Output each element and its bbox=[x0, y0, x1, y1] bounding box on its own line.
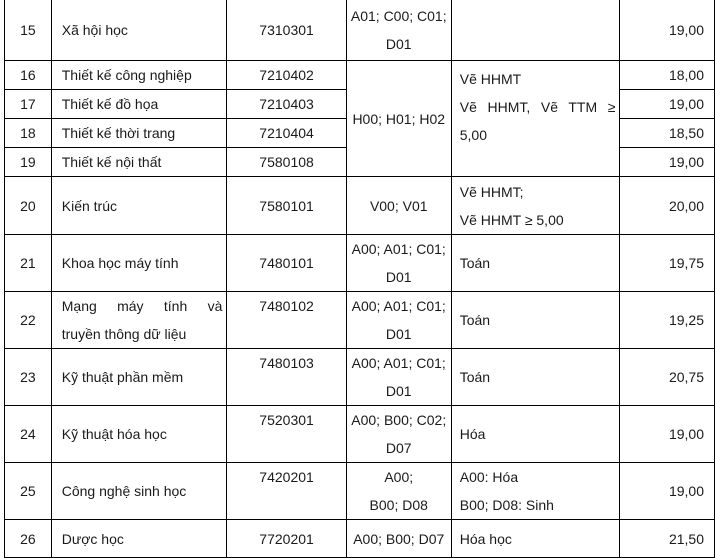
major-code: 7480103 bbox=[227, 349, 346, 406]
note-cell: Hóa học bbox=[451, 520, 620, 558]
subject-combination: A00; B00; D07 bbox=[346, 520, 451, 558]
major-name: Kỹ thuật hóa học bbox=[51, 406, 227, 463]
major-code: 7580101 bbox=[227, 177, 346, 235]
row-number: 24 bbox=[5, 406, 52, 463]
score: 18,50 bbox=[620, 119, 715, 148]
admission-score-table bbox=[4, 0, 715, 558]
score: 21,50 bbox=[620, 520, 715, 558]
table-row bbox=[5, 406, 715, 463]
subject-combination: A00; A01; C01; D01 bbox=[346, 292, 451, 349]
score: 19,25 bbox=[620, 292, 715, 349]
major-name: Xã hội học bbox=[51, 0, 227, 61]
major-code: 7520301 bbox=[227, 406, 346, 463]
row-number: 23 bbox=[5, 349, 52, 406]
major-code: 7210404 bbox=[227, 119, 346, 148]
row-number: 25 bbox=[5, 463, 52, 520]
subject-combination: A00; A01; C01; D01 bbox=[346, 235, 451, 292]
major-name: Công nghệ sinh học bbox=[51, 463, 227, 520]
note-cell: Toán bbox=[451, 292, 620, 349]
major-name: Dược học bbox=[51, 520, 227, 558]
score: 19,00 bbox=[620, 148, 715, 177]
major-name: Mạng máy tính và truyền thông dữ liệu bbox=[51, 292, 227, 349]
major-name: Thiết kế công nghiệp bbox=[51, 61, 227, 90]
score: 19,00 bbox=[620, 463, 715, 520]
score: 20,75 bbox=[620, 349, 715, 406]
score: 19,00 bbox=[620, 406, 715, 463]
subject-combination: A00; B00; D08 bbox=[346, 463, 451, 520]
subject-combination: V00; V01 bbox=[346, 177, 451, 235]
major-code: 7580108 bbox=[227, 148, 346, 177]
row-number: 16 bbox=[5, 61, 52, 90]
table-row bbox=[5, 463, 715, 520]
major-code: 7720201 bbox=[227, 520, 346, 558]
score: 19,75 bbox=[620, 235, 715, 292]
subject-combination: A00; B00; C02; D07 bbox=[346, 406, 451, 463]
major-name: Thiết kế nội thất bbox=[51, 148, 227, 177]
table-row bbox=[5, 177, 715, 235]
row-number: 21 bbox=[5, 235, 52, 292]
score: 18,00 bbox=[620, 61, 715, 90]
major-name: Kỹ thuật phần mềm bbox=[51, 349, 227, 406]
note-cell: Hóa bbox=[451, 406, 620, 463]
subject-combination: H00; H01; H02 bbox=[346, 61, 451, 177]
row-number: 19 bbox=[5, 148, 52, 177]
major-code: 7480102 bbox=[227, 292, 346, 349]
note-cell: Toán bbox=[451, 349, 620, 406]
row-number: 22 bbox=[5, 292, 52, 349]
score: 19,00 bbox=[620, 90, 715, 119]
score: 20,00 bbox=[620, 177, 715, 235]
major-code: 7210402 bbox=[227, 61, 346, 90]
row-number: 18 bbox=[5, 119, 52, 148]
major-name: Thiết kế đồ họa bbox=[51, 90, 227, 119]
row-number: 26 bbox=[5, 520, 52, 558]
note-cell bbox=[451, 0, 620, 61]
row-number: 17 bbox=[5, 90, 52, 119]
score: 19,00 bbox=[620, 0, 715, 61]
subject-combination: A01; C00; C01; D01 bbox=[346, 0, 451, 61]
row-number: 20 bbox=[5, 177, 52, 235]
major-code: 7210403 bbox=[227, 90, 346, 119]
table-row bbox=[5, 61, 715, 90]
major-name: Khoa học máy tính bbox=[51, 235, 227, 292]
major-name: Kiến trúc bbox=[51, 177, 227, 235]
table-row bbox=[5, 349, 715, 406]
major-code: 7480101 bbox=[227, 235, 346, 292]
note-cell: Vẽ HHMT Vẽ HHMT, Vẽ TTM ≥ 5,00 bbox=[451, 61, 620, 177]
subject-combination: A00; A01; C01; D01 bbox=[346, 349, 451, 406]
note-cell: Toán bbox=[451, 235, 620, 292]
major-name: Thiết kế thời trang bbox=[51, 119, 227, 148]
major-code: 7310301 bbox=[227, 0, 346, 61]
note-cell: Vẽ HHMT; Vẽ HHMT ≥ 5,00 bbox=[451, 177, 620, 235]
table-row bbox=[5, 0, 715, 61]
table-row bbox=[5, 292, 715, 349]
table-row bbox=[5, 235, 715, 292]
note-cell: A00: Hóa B00; D08: Sinh bbox=[451, 463, 620, 520]
row-number: 15 bbox=[5, 0, 52, 61]
major-code: 7420201 bbox=[227, 463, 346, 520]
table-row bbox=[5, 520, 715, 558]
